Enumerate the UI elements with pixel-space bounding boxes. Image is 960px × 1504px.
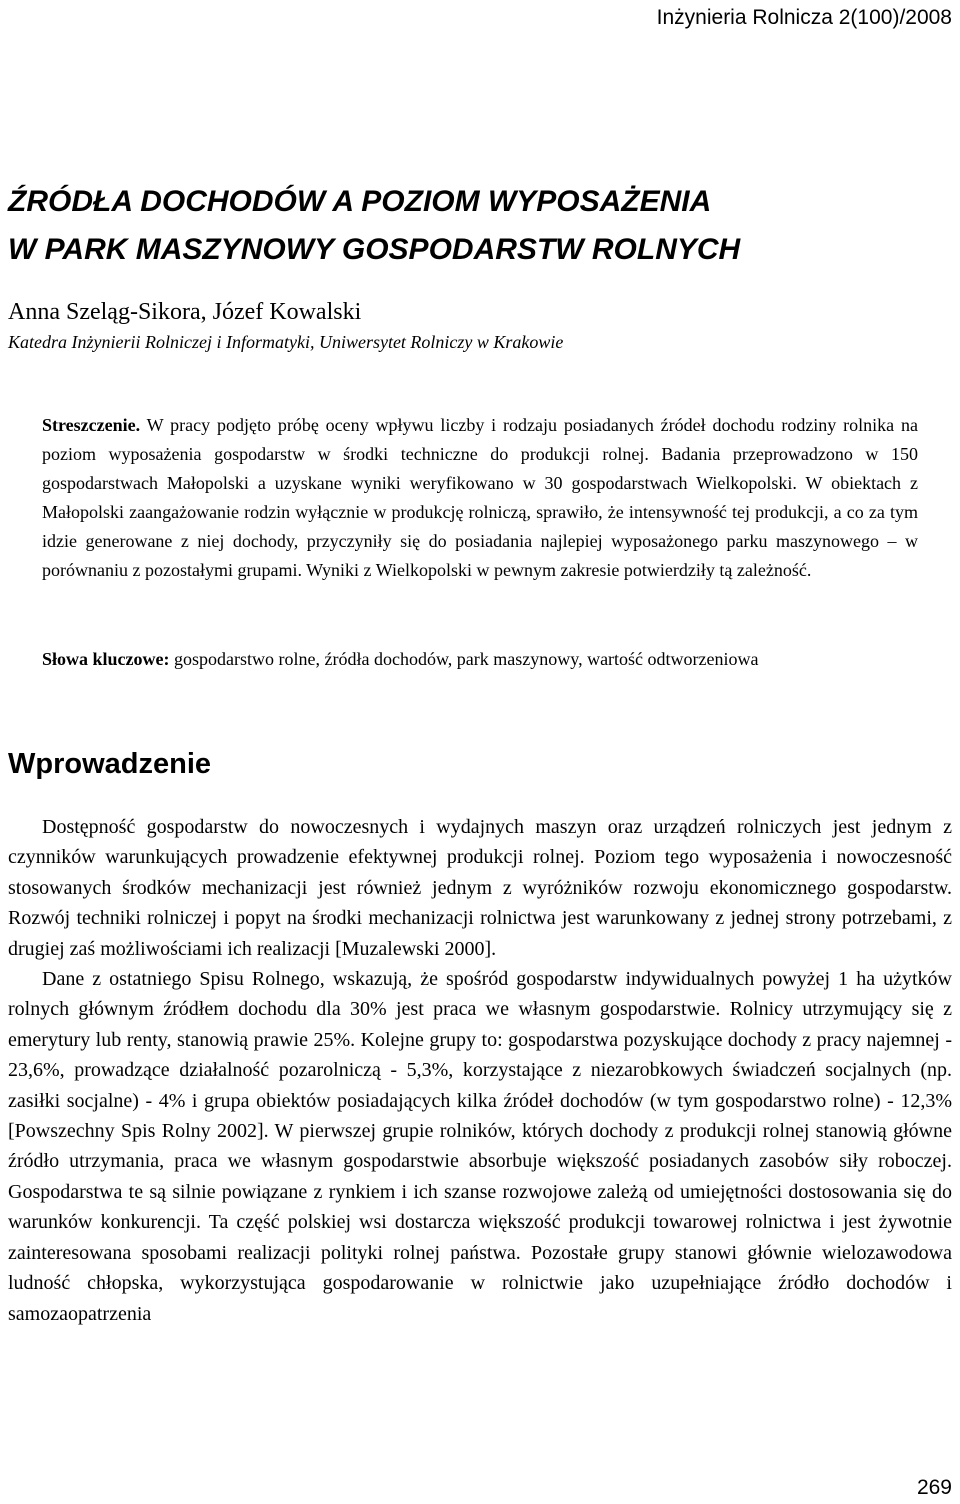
section-heading: Wprowadzenie [8,748,212,780]
article-title [8,178,948,274]
abstract [42,411,918,585]
abstract-label: Streszczenie. [42,415,141,435]
page-number: 269 [916,1476,952,1499]
affiliation: Katedra Inżynierii Rolniczej i Informatyki, Uniwersytet Rolniczy w Krakowie [8,332,564,352]
keywords-text: gospodarstwo rolne, źródła dochodów, park maszynowy, wartość odtworzeniowa [174,649,759,669]
title-line-1: ŹRÓDŁA DOCHODÓW A POZIOM WYPOSAŻENIA [8,185,712,218]
body-paragraph-2: Dane z ostatniego Spisu Rolnego, wskazują, że spośród gospodarstw indywidualnych powyżej 1 ha użytków rolnych głównym źródłem dochodu dla 30% jest praca we własnym gospodarstwie. Rolnicy utrzymujący się z emerytury lub renty, stanowią prawie 25%. Kolejne grupy to: gospodarstwa pozyskujące dochody z pracy najemnej - 23,6%, prowadzące działalność pozarolniczą - 5,3%, korzystające z niezarobkowych świadczeń socjalnych (np. zasiłki socjalne) - 4% i grupa obiektów posiadających kilka źródeł dochodów (w tym gospodarstwo rolne) - 12,3% [Powszechny Spis Rolny 2002]. W pierwszej grupie rolników, których dochody z produkcji rolnej stanowią główne źródło utrzymania, praca we własnym gospodarstwie absorbuje większość posiadanych zasobów siły roboczej. Gospodarstwa te są silnie powiązane z rynkiem i ich szanse rozwojowe zależą od umiejętności dostosowania się do warunków konkurencji. Ta część polskiej wsi dostarcza większość produkcji towarowej rolnictwa i jest żywotnie zainteresowana sposobami realizacji polityki rolnej państwa. Pozostałe grupy stanowi głównie wielozawodowa ludność chłopska, wykorzystująca gospodarowanie w rolnictwie jako uzupełniające źródło dochodów i samozaopatrzenia [8,968,952,1325]
authors: Anna Szeląg-Sikora, Józef Kowalski [8,299,362,325]
keywords [42,645,918,674]
abstract-text: W pracy podjęto próbę oceny wpływu liczby i rodzaju posiadanych źródeł dochodu rodziny rolnika na poziom wyposażenia gospodarstw w środki techniczne do produkcji rolnej. Badania przeprowadzono w 150 gospodarstwach Małopolski a uzyskane wyniki weryfikowano w 30 gospodarstwach Wielkopolski. W obiektach z Małopolski zaangażowanie rodzin wyłącznie w produkcję rolniczą, sprawiło, że intensywność tej produkcji, a co za tym idzie generowane z niej dochody, przyczyniły się do posiadania najlepiej wyposażonego parku maszynowego – w porównaniu z pozostałymi grupami. Wyniki z Wielkopolski w pewnym zakresie potwierdziły tą zależność. [42,415,918,580]
title-line-2: W PARK MASZYNOWY GOSPODARSTW ROLNYCH [8,233,741,266]
body-paragraph-1: Dostępność gospodarstw do nowoczesnych i wydajnych maszyn oraz urządzeń rolniczych jest jednym z czynników warunkujących prowadzenie efektywnej produkcji rolnej. Poziom tego wyposażenia i nowoczesność stosowanych środków mechanizacji jest również jednym z wyróżników rozwoju ekonomicznego gospodarstw. Rozwój techniki rolniczej i popyt na środki mechanizacji rolnictwa jest warunkowany z jednej strony potrzebami, z drugiej zaś możliwościami ich realizacji [Muzalewski 2000]. [8,816,952,960]
section-body [8,812,952,1329]
journal-header: Inżynieria Rolnicza 2(100)/2008 [656,6,952,29]
keywords-label: Słowa kluczowe: [42,649,170,669]
